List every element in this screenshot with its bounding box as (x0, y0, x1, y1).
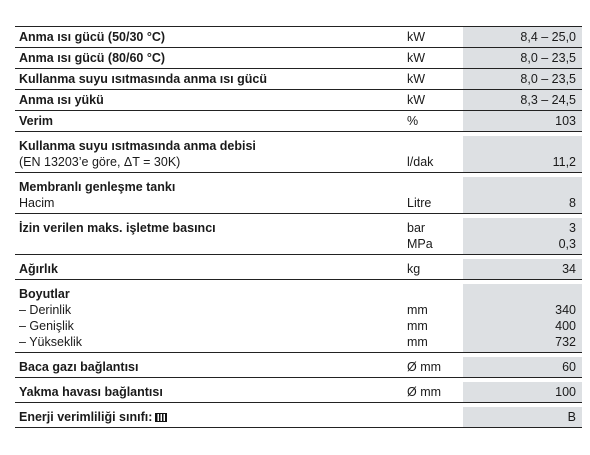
row-value: 8,3 – 24,5 (520, 93, 576, 107)
row-value: 340 (555, 303, 576, 317)
row-label: Kullanma suyu ısıtmasında anma debisi (19, 139, 256, 153)
table-row (15, 111, 582, 132)
row-sublabel: – Genişlik (19, 319, 74, 333)
row-unit: l/dak (407, 155, 434, 169)
row-unit: kW (407, 30, 426, 44)
table-row (15, 378, 582, 403)
row-unit: mm (407, 303, 428, 317)
row-unit: Litre (407, 196, 432, 210)
row-label: Boyutlar (19, 287, 70, 301)
row-unit: kg (407, 262, 421, 276)
table-row (15, 255, 582, 280)
row-value: 34 (562, 262, 576, 276)
row-unit: % (407, 114, 419, 128)
row-value: 11,2 (552, 155, 576, 169)
row-value: 8 (569, 196, 576, 210)
row-value: 732 (555, 335, 576, 349)
row-value: 103 (555, 114, 576, 128)
row-unit: MPa (407, 237, 433, 251)
row-label: Enerji verimliliği sınıfı: (19, 410, 153, 424)
row-value: 3 (569, 221, 576, 235)
row-label: Membranlı genleşme tankı (19, 180, 176, 194)
row-value: 400 (555, 319, 576, 333)
row-unit: kW (407, 72, 426, 86)
table-row (15, 353, 582, 378)
row-value: 60 (562, 360, 576, 374)
row-sublabel: – Derinlik (19, 303, 72, 317)
row-unit: kW (407, 93, 426, 107)
row-label: Anma ısı gücü (80/60 °C) (19, 51, 166, 65)
row-label: Yakma havası bağlantısı (19, 385, 163, 399)
specs-table (15, 26, 582, 428)
row-unit: mm (407, 319, 428, 333)
row-value: 8,4 – 25,0 (520, 30, 576, 44)
row-sublabel: (EN 13203’e göre, ΔT = 30K) (19, 155, 181, 169)
table-row (15, 173, 582, 214)
row-unit: bar (407, 221, 426, 235)
row-label: Baca gazı bağlantısı (19, 360, 139, 374)
row-unit: Ø mm (407, 360, 442, 374)
table-row (15, 132, 582, 173)
row-value: 8,0 – 23,5 (520, 72, 576, 86)
table-row (15, 403, 582, 428)
row-value: B (567, 410, 576, 424)
energy-label-icon (155, 413, 167, 422)
row-label: Anma ısı gücü (50/30 °C) (19, 30, 166, 44)
row-sublabel: – Yükseklik (19, 335, 82, 349)
row-label: İzin verilen maks. işletme basıncı (19, 221, 216, 235)
table-row (15, 48, 582, 69)
row-unit: Ø mm (407, 385, 442, 399)
row-sublabel: Hacim (19, 196, 55, 210)
row-label: Ağırlık (19, 262, 58, 276)
row-unit: kW (407, 51, 426, 65)
table-row (15, 90, 582, 111)
row-unit: mm (407, 335, 428, 349)
row-label: Verim (19, 114, 54, 128)
row-value: 8,0 – 23,5 (520, 51, 576, 65)
table-row (15, 214, 582, 255)
row-value: 100 (555, 385, 576, 399)
row-label: Kullanma suyu ısıtmasında anma ısı gücü (19, 72, 267, 86)
row-value: 0,3 (558, 237, 576, 251)
table-row (15, 280, 582, 353)
row-label: Anma ısı yükü (19, 93, 104, 107)
table-row (15, 26, 582, 48)
table-row (15, 69, 582, 90)
